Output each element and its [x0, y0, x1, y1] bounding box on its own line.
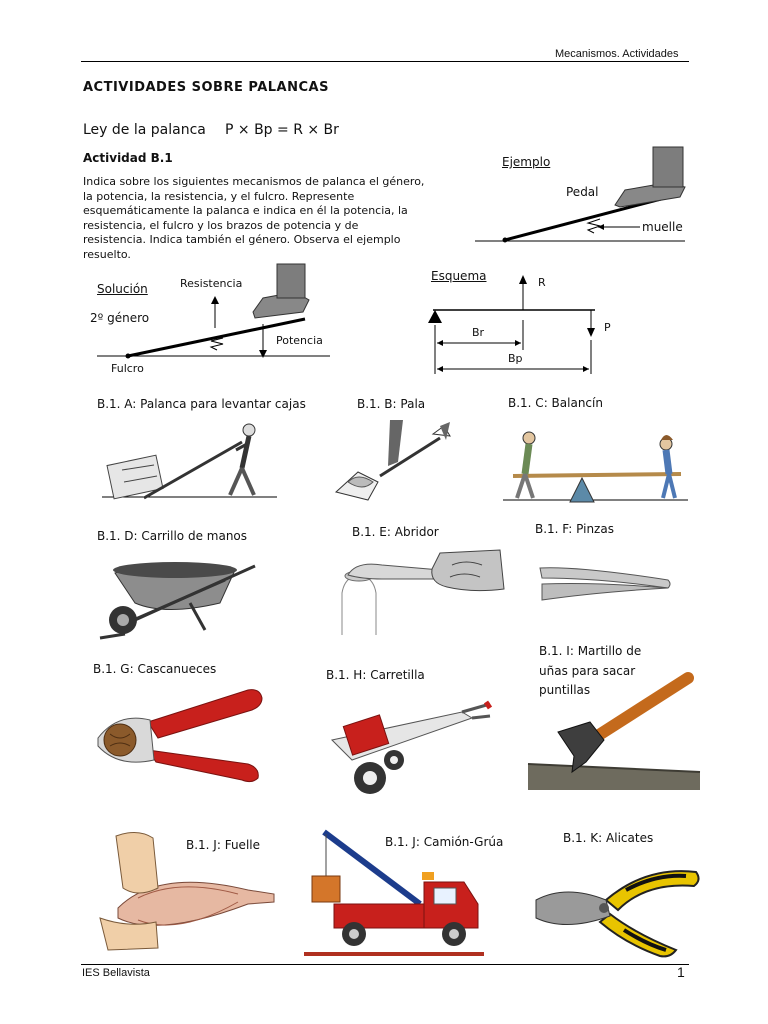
item-g-caption: B.1. G: Cascanueces — [93, 662, 217, 676]
header-rule — [81, 61, 689, 62]
page-title: ACTIVIDADES SOBRE PALANCAS — [83, 80, 329, 95]
tow-truck-illustration — [304, 828, 484, 958]
item-h-caption: B.1. H: Carretilla — [326, 668, 425, 682]
scheme-br: Br — [472, 326, 485, 339]
solution-fulcrum: Fulcro — [111, 362, 144, 375]
activity-line: resistencia. Indica también el género. Observa el ejemplo — [83, 233, 401, 246]
item-e-caption: B.1. E: Abridor — [352, 525, 439, 539]
solution-drawing — [95, 262, 335, 362]
header-text: Mecanismos. Actividades — [555, 48, 679, 60]
scheme-label: Esquema — [431, 269, 487, 283]
bellows-illustration — [98, 828, 280, 958]
activity-heading: Actividad B.1 — [83, 151, 173, 165]
item-j1-caption: B.1. J: Fuelle — [186, 838, 260, 852]
item-d-caption: B.1. D: Carrillo de manos — [97, 529, 248, 543]
item-i-line: puntillas — [539, 683, 591, 697]
example-spring-label: muelle — [642, 220, 683, 234]
item-f-caption: B.1. F: Pinzas — [535, 522, 614, 536]
example-pedal-label: Pedal — [566, 185, 599, 199]
scheme-p: P — [604, 321, 611, 334]
law-label: Ley de la palanca — [83, 122, 206, 138]
pliers-illustration — [526, 860, 704, 960]
solution-genre: 2º género — [90, 311, 150, 325]
scheme-bp: Bp — [508, 352, 523, 365]
activity-line: resistencia, el fulcro y los brazos de potencia y de — [83, 218, 359, 232]
page-number: 1 — [677, 964, 685, 980]
scheme-drawing — [425, 270, 605, 380]
item-i-line: uñas para sacar — [539, 663, 636, 678]
seesaw-illustration — [503, 430, 688, 505]
activity-text — [83, 175, 459, 262]
item-a-caption: B.1. A: Palanca para levantar cajas — [97, 397, 306, 411]
claw-hammer-illustration — [528, 672, 700, 790]
example-label: Ejemplo — [502, 155, 551, 169]
scheme-r: R — [538, 276, 546, 289]
item-k-caption: B.1. K: Alicates — [563, 831, 654, 845]
bottle-opener-illustration — [322, 545, 512, 640]
item-j2-caption: B.1. J: Camión-Grúa — [385, 835, 504, 849]
tweezers-illustration — [538, 560, 678, 605]
solution-power: Potencia — [276, 334, 323, 347]
cart-illustration — [322, 690, 497, 800]
law-formula: P × Bp = R × Br — [225, 122, 339, 138]
item-c-caption: B.1. C: Balancín — [508, 396, 603, 410]
shovel-illustration — [328, 420, 453, 500]
solution-resistance: Resistencia — [180, 277, 243, 290]
footer-rule — [81, 964, 689, 965]
lever-boxes-illustration — [102, 420, 277, 500]
wheelbarrow-illustration — [95, 558, 260, 643]
activity-line: resuelto. — [83, 247, 131, 261]
activity-line: la potencia, la resistencia, y el fulcro. Represente — [83, 189, 355, 203]
activity-line: esquemáticamente la palanca e indica en él la potencia, la — [83, 204, 408, 217]
footer-school: IES Bellavista — [82, 967, 150, 979]
item-b-caption: B.1. B: Pala — [357, 397, 426, 411]
item-i-line: B.1. I: Martillo de — [539, 644, 642, 658]
example-pedal-drawing — [470, 145, 690, 245]
activity-line: Indica sobre los siguientes mecanismos de palanca el género, — [83, 175, 425, 188]
solution-label: Solución — [97, 282, 148, 296]
nutcracker-illustration — [88, 684, 268, 789]
